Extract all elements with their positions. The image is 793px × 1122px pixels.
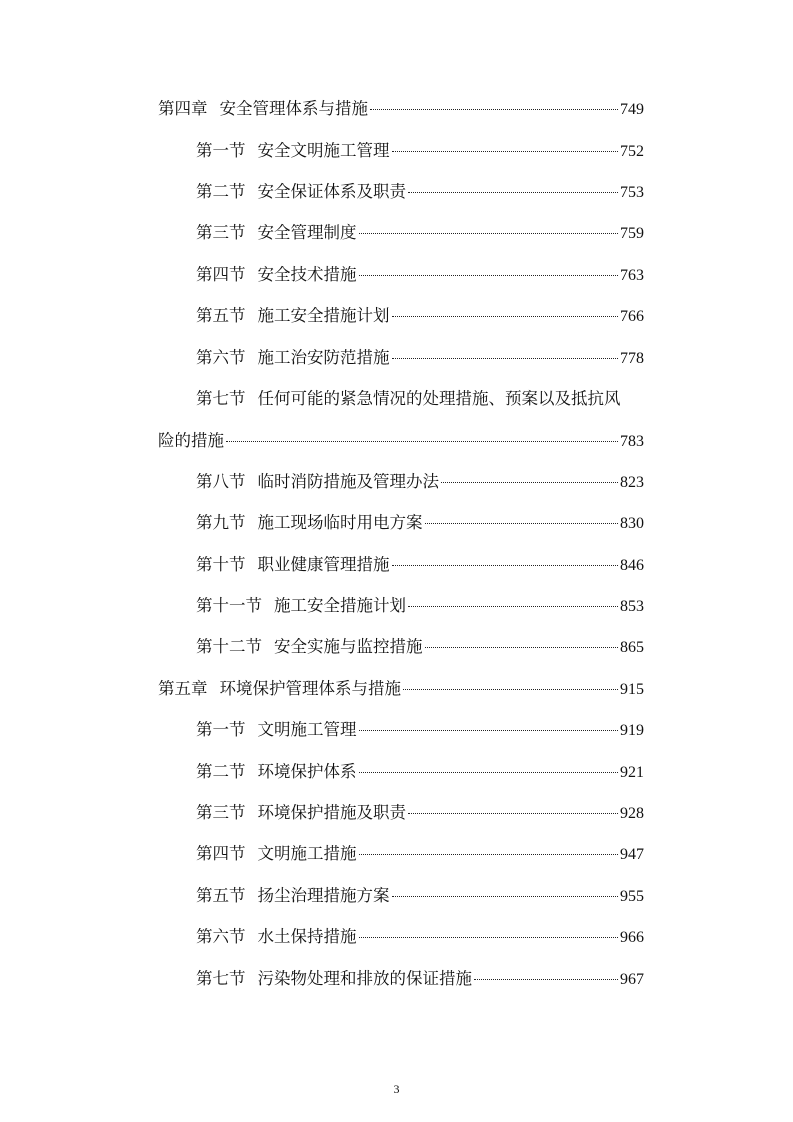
toc-section-4-6[interactable] xyxy=(196,345,644,371)
dot-leader xyxy=(226,440,618,442)
toc-section-4-9[interactable] xyxy=(196,510,644,536)
dot-leader xyxy=(359,729,619,731)
toc-section-5-2[interactable] xyxy=(196,759,644,785)
dot-leader xyxy=(392,357,619,359)
section-number: 第二节 xyxy=(196,762,246,781)
section-number: 第五节 xyxy=(196,886,246,905)
section-number: 第九节 xyxy=(196,513,246,532)
page-ref: 759 xyxy=(620,225,644,242)
chapter-title: 环境保护管理体系与措施 xyxy=(219,679,401,698)
toc-section-5-6[interactable] xyxy=(196,924,644,950)
toc-section-4-10[interactable] xyxy=(196,552,644,578)
chapter-title: 安全管理体系与措施 xyxy=(219,99,368,118)
toc-section-4-8[interactable] xyxy=(196,469,644,495)
dot-leader xyxy=(408,605,618,607)
page-ref: 928 xyxy=(620,805,644,822)
toc-section-4-1[interactable] xyxy=(196,138,644,164)
page-ref: 955 xyxy=(620,888,644,905)
page-ref: 947 xyxy=(620,846,644,863)
page-ref: 752 xyxy=(620,143,644,160)
dot-leader xyxy=(392,150,619,152)
section-number: 第七节 xyxy=(196,969,246,988)
toc-section-4-2[interactable] xyxy=(196,179,644,205)
section-number: 第六节 xyxy=(196,927,246,946)
page-number: 3 xyxy=(393,1082,400,1096)
section-title: 文明施工措施 xyxy=(257,844,357,863)
page-ref: 846 xyxy=(620,557,644,574)
dot-leader xyxy=(408,812,618,814)
toc-chapter-4[interactable] xyxy=(158,96,644,122)
page-ref: 921 xyxy=(620,764,644,781)
page-ref: 966 xyxy=(620,929,644,946)
section-title-line1: 任何可能的紧急情况的处理措施、预案以及抵抗风 xyxy=(257,389,621,408)
section-title: 施工治安防范措施 xyxy=(257,348,390,367)
section-number: 第三节 xyxy=(196,803,246,822)
dot-leader xyxy=(359,936,619,938)
section-title: 安全技术措施 xyxy=(257,265,357,284)
dot-leader xyxy=(370,108,618,110)
toc-section-5-7[interactable] xyxy=(196,966,644,992)
page-ref: 766 xyxy=(620,308,644,325)
section-title: 临时消防措施及管理办法 xyxy=(257,472,439,491)
dot-leader xyxy=(425,646,619,648)
toc-section-4-7-line1[interactable] xyxy=(196,386,656,412)
section-title: 污染物处理和排放的保证措施 xyxy=(257,969,472,988)
toc-section-4-3[interactable] xyxy=(196,220,644,246)
dot-leader xyxy=(441,481,618,483)
section-title: 施工安全措施计划 xyxy=(257,306,390,325)
section-title: 安全实施与监控措施 xyxy=(274,637,423,656)
toc-section-4-4[interactable] xyxy=(196,262,644,288)
section-title-line2: 险的措施 xyxy=(158,431,224,450)
section-title: 施工现场临时用电方案 xyxy=(257,513,423,532)
dot-leader xyxy=(474,978,618,980)
page-ref: 823 xyxy=(620,474,644,491)
section-title: 文明施工管理 xyxy=(257,720,357,739)
dot-leader xyxy=(359,853,619,855)
dot-leader xyxy=(425,522,619,524)
section-title: 扬尘治理措施方案 xyxy=(257,886,390,905)
toc-section-4-5[interactable] xyxy=(196,303,644,329)
section-title: 安全文明施工管理 xyxy=(257,141,390,160)
dot-leader xyxy=(392,895,619,897)
page-ref: 830 xyxy=(620,515,644,532)
section-title: 水土保持措施 xyxy=(257,927,357,946)
dot-leader xyxy=(359,232,619,234)
dot-leader xyxy=(392,564,619,566)
section-number: 第二节 xyxy=(196,182,246,201)
toc-section-4-7-line2[interactable] xyxy=(158,428,644,454)
page-ref: 753 xyxy=(620,184,644,201)
section-number: 第四节 xyxy=(196,265,246,284)
page-ref: 763 xyxy=(620,267,644,284)
dot-leader xyxy=(408,191,618,193)
section-number: 第一节 xyxy=(196,141,246,160)
page-ref: 865 xyxy=(620,639,644,656)
section-number: 第十二节 xyxy=(196,637,262,656)
section-title: 环境保护体系 xyxy=(257,762,357,781)
section-number: 第四节 xyxy=(196,844,246,863)
toc-chapter-5[interactable] xyxy=(158,676,644,702)
section-number: 第十一节 xyxy=(196,596,262,615)
page-ref: 853 xyxy=(620,598,644,615)
dot-leader xyxy=(359,274,619,276)
section-title: 安全保证体系及职责 xyxy=(257,182,406,201)
dot-leader xyxy=(403,688,618,690)
page-ref: 967 xyxy=(620,971,644,988)
dot-leader xyxy=(359,771,619,773)
section-number: 第三节 xyxy=(196,223,246,242)
toc-section-5-4[interactable] xyxy=(196,841,644,867)
section-number: 第十节 xyxy=(196,555,246,574)
section-number: 第八节 xyxy=(196,472,246,491)
section-title: 施工安全措施计划 xyxy=(274,596,406,615)
page-ref: 919 xyxy=(620,722,644,739)
dot-leader xyxy=(392,315,619,317)
section-number: 第五节 xyxy=(196,306,246,325)
page-ref: 915 xyxy=(620,681,644,698)
section-title: 职业健康管理措施 xyxy=(257,555,390,574)
toc-section-4-11[interactable] xyxy=(196,593,644,619)
section-title: 安全管理制度 xyxy=(257,223,357,242)
page-ref: 778 xyxy=(620,350,644,367)
page-ref: 783 xyxy=(620,433,644,450)
toc-section-4-12[interactable] xyxy=(196,634,644,660)
toc-section-5-1[interactable] xyxy=(196,717,644,743)
page-ref: 749 xyxy=(620,101,644,118)
section-number: 第七节 xyxy=(196,389,246,408)
chapter-number: 第五章 xyxy=(158,679,208,698)
toc-section-5-3[interactable] xyxy=(196,800,644,826)
section-number: 第一节 xyxy=(196,720,246,739)
section-title: 环境保护措施及职责 xyxy=(257,803,406,822)
chapter-number: 第四章 xyxy=(158,99,208,118)
toc-section-5-5[interactable] xyxy=(196,883,644,909)
section-number: 第六节 xyxy=(196,348,246,367)
